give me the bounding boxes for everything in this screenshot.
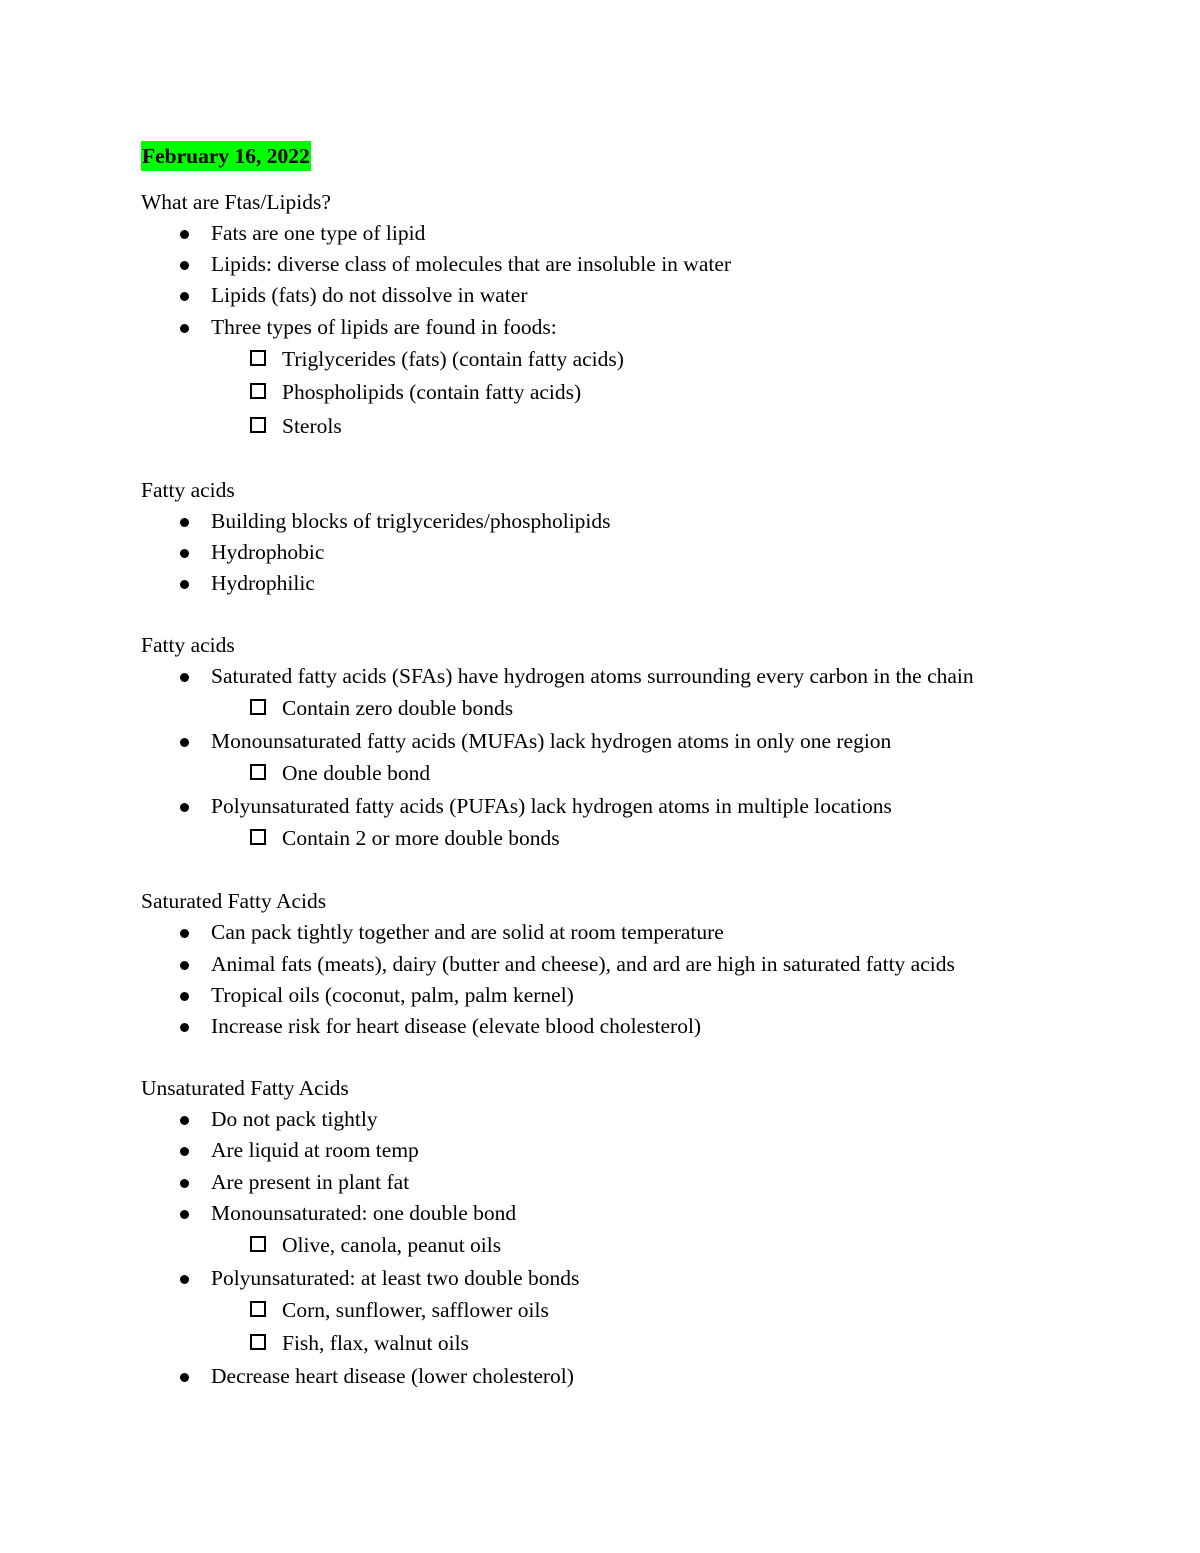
sub-list-item bbox=[141, 1327, 1100, 1361]
notes-body bbox=[141, 187, 1100, 1392]
bullet-label: Do not pack tightly bbox=[211, 1107, 378, 1132]
section-title: Fatty acids bbox=[141, 633, 235, 658]
note-section bbox=[141, 1073, 1100, 1392]
list-item bbox=[141, 1263, 1100, 1361]
list-item bbox=[141, 661, 1100, 726]
section-title: Unsaturated Fatty Acids bbox=[141, 1076, 349, 1101]
bullet-item-text bbox=[141, 312, 1100, 343]
note-section bbox=[141, 187, 1100, 444]
list-item bbox=[141, 917, 1100, 948]
bullet-dot-icon bbox=[180, 961, 189, 970]
sub-item-label: Corn, sunflower, safflower oils bbox=[282, 1297, 549, 1322]
bullet-item-text bbox=[141, 1135, 1100, 1166]
section-title: Fatty acids bbox=[141, 477, 235, 502]
section-title: What are Ftas/Lipids? bbox=[141, 190, 331, 214]
square-bullet-icon bbox=[250, 417, 266, 433]
list-item bbox=[141, 218, 1100, 249]
bullet-item-text bbox=[141, 791, 1100, 822]
bullet-label: Decrease heart disease (lower cholesterol) bbox=[211, 1363, 574, 1388]
bullet-item-text bbox=[141, 218, 1100, 249]
sub-list bbox=[141, 692, 1100, 726]
bullet-list bbox=[141, 506, 1100, 600]
bullet-label: Polyunsaturated fatty acids (PUFAs) lack hydrogen atoms in multiple locations bbox=[211, 793, 892, 818]
bullet-label: Three types of lipids are found in foods: bbox=[211, 314, 557, 339]
square-bullet-icon bbox=[250, 1301, 266, 1317]
bullet-label: Animal fats (meats), dairy (butter and cheese), and ard are high in saturated fatty acids bbox=[211, 951, 955, 976]
bullet-dot-icon bbox=[180, 1373, 189, 1382]
bullet-label: Hydrophobic bbox=[211, 539, 325, 564]
bullet-dot-icon bbox=[180, 1116, 189, 1125]
square-bullet-icon bbox=[250, 1334, 266, 1350]
sub-list-item bbox=[141, 692, 1100, 726]
square-bullet-icon bbox=[250, 764, 266, 780]
square-bullet-icon bbox=[250, 699, 266, 715]
bullet-item-text bbox=[141, 726, 1100, 757]
bullet-label: Are liquid at room temp bbox=[211, 1138, 419, 1163]
bullet-label: Monounsaturated: one double bond bbox=[211, 1200, 517, 1225]
list-item bbox=[141, 568, 1100, 599]
note-section bbox=[141, 630, 1100, 855]
list-item bbox=[141, 791, 1100, 856]
bullet-item-text bbox=[141, 537, 1100, 568]
bullet-item-text bbox=[141, 661, 1100, 692]
bullet-item-text bbox=[141, 1361, 1100, 1392]
bullet-list bbox=[141, 1104, 1100, 1392]
list-item bbox=[141, 1011, 1100, 1042]
sub-list bbox=[141, 1229, 1100, 1263]
list-item bbox=[141, 1198, 1100, 1263]
square-bullet-icon bbox=[250, 1236, 266, 1252]
bullet-label: Lipids: diverse class of molecules that are insoluble in water bbox=[211, 252, 732, 277]
bullet-item-text bbox=[141, 1104, 1100, 1135]
sub-list-item bbox=[141, 343, 1100, 377]
bullet-label: Increase risk for heart disease (elevate blood cholesterol) bbox=[211, 1014, 702, 1038]
sub-list bbox=[141, 1294, 1100, 1361]
bullet-dot-icon bbox=[180, 1179, 189, 1188]
note-section bbox=[141, 475, 1100, 600]
sub-item-label: Contain zero double bonds bbox=[282, 696, 514, 721]
bullet-dot-icon bbox=[180, 1275, 189, 1284]
bullet-dot-icon bbox=[180, 929, 189, 938]
bullet-item-text bbox=[141, 980, 1100, 1011]
bullet-item-text bbox=[141, 506, 1100, 537]
list-item bbox=[141, 1167, 1100, 1198]
list-item bbox=[141, 312, 1100, 444]
bullet-dot-icon bbox=[180, 261, 189, 270]
bullet-item-text bbox=[141, 249, 1100, 280]
sub-list-item bbox=[141, 1229, 1100, 1263]
bullet-item-text bbox=[141, 1198, 1100, 1229]
list-item bbox=[141, 1104, 1100, 1135]
bullet-dot-icon bbox=[180, 1147, 189, 1156]
square-bullet-icon bbox=[250, 350, 266, 366]
bullet-dot-icon bbox=[180, 292, 189, 301]
bullet-dot-icon bbox=[180, 580, 189, 589]
list-item bbox=[141, 949, 1100, 980]
bullet-dot-icon bbox=[180, 1210, 189, 1219]
sub-item-label: Sterols bbox=[282, 413, 342, 438]
list-item bbox=[141, 726, 1100, 791]
bullet-label: Can pack tightly together and are solid at room temperature bbox=[211, 920, 724, 945]
bullet-label: Polyunsaturated: at least two double bonds bbox=[211, 1265, 580, 1290]
square-bullet-icon bbox=[250, 383, 266, 399]
list-item bbox=[141, 280, 1100, 311]
bullet-item-text bbox=[141, 1263, 1100, 1294]
bullet-label: Saturated fatty acids (SFAs) have hydrogen atoms surrounding every carbon in the chain bbox=[211, 664, 974, 689]
bullet-label: Lipids (fats) do not dissolve in water bbox=[211, 283, 528, 308]
list-item bbox=[141, 1135, 1100, 1166]
sub-list-item bbox=[141, 1294, 1100, 1328]
sub-item-label: One double bond bbox=[282, 761, 431, 786]
bullet-dot-icon bbox=[180, 230, 189, 239]
document-page bbox=[141, 141, 1100, 1423]
bullet-dot-icon bbox=[180, 518, 189, 527]
bullet-label: Monounsaturated fatty acids (MUFAs) lack hydrogen atoms in only one region bbox=[211, 728, 892, 753]
bullet-label: Are present in plant fat bbox=[211, 1169, 410, 1194]
bullet-dot-icon bbox=[180, 324, 189, 333]
bullet-label: Building blocks of triglycerides/phospholipids bbox=[211, 508, 611, 533]
bullet-list bbox=[141, 218, 1100, 444]
sub-list-item bbox=[141, 757, 1100, 791]
sub-item-label: Olive, canola, peanut oils bbox=[282, 1232, 502, 1257]
bullet-dot-icon bbox=[180, 673, 189, 682]
sub-item-label: Fish, flax, walnut oils bbox=[282, 1331, 469, 1356]
bullet-label: Fats are one type of lipid bbox=[211, 221, 426, 245]
sub-item-label: Triglycerides (fats) (contain fatty acids) bbox=[282, 346, 624, 371]
section-title: Saturated Fatty Acids bbox=[141, 889, 327, 914]
list-item bbox=[141, 980, 1100, 1011]
sub-list-item bbox=[141, 822, 1100, 856]
sub-list-item bbox=[141, 376, 1100, 410]
bullet-list bbox=[141, 917, 1100, 1042]
date-heading: February 16, 2022 bbox=[141, 141, 311, 171]
sub-list bbox=[141, 757, 1100, 791]
bullet-list bbox=[141, 661, 1100, 855]
list-item bbox=[141, 506, 1100, 537]
bullet-dot-icon bbox=[180, 1023, 189, 1032]
bullet-label: Tropical oils (coconut, palm, palm kernel) bbox=[211, 982, 574, 1007]
list-item bbox=[141, 1361, 1100, 1392]
sub-item-label: Contain 2 or more double bonds bbox=[282, 825, 560, 850]
bullet-item-text bbox=[141, 568, 1100, 599]
sub-list bbox=[141, 822, 1100, 856]
bullet-item-text bbox=[141, 949, 1100, 980]
bullet-dot-icon bbox=[180, 803, 189, 812]
bullet-label: Hydrophilic bbox=[211, 570, 315, 595]
sub-item-label: Phospholipids (contain fatty acids) bbox=[282, 380, 582, 405]
list-item bbox=[141, 537, 1100, 568]
bullet-dot-icon bbox=[180, 738, 189, 747]
bullet-dot-icon bbox=[180, 549, 189, 558]
list-item bbox=[141, 249, 1100, 280]
note-section bbox=[141, 886, 1100, 1042]
sub-list-item bbox=[141, 410, 1100, 444]
bullet-item-text bbox=[141, 1011, 1100, 1042]
bullet-item-text bbox=[141, 917, 1100, 948]
bullet-item-text bbox=[141, 1167, 1100, 1198]
bullet-dot-icon bbox=[180, 992, 189, 1001]
sub-list bbox=[141, 343, 1100, 444]
square-bullet-icon bbox=[250, 829, 266, 845]
bullet-item-text bbox=[141, 280, 1100, 311]
